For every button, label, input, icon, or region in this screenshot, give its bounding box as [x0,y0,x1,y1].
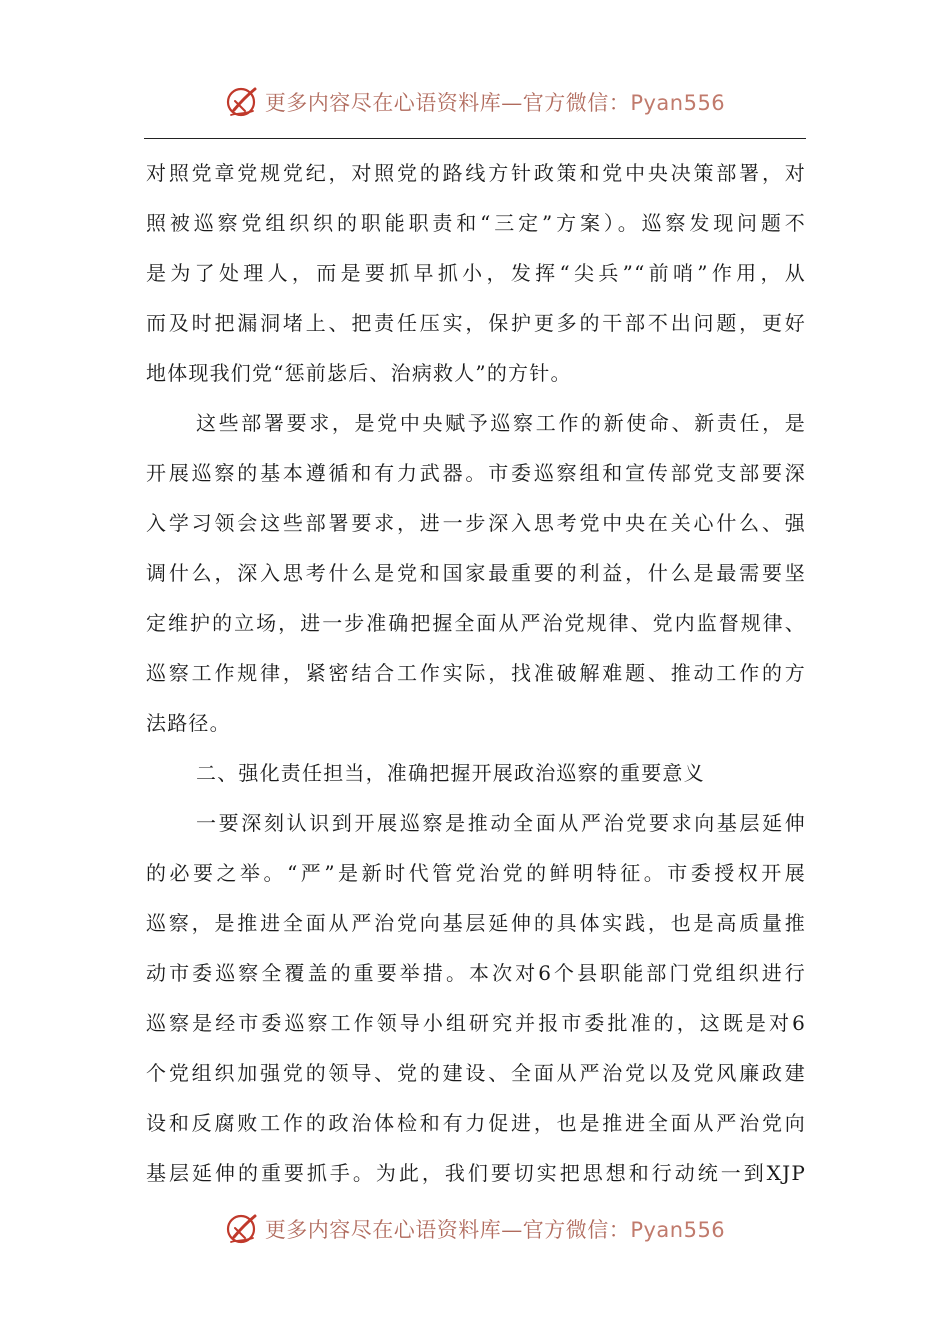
header-banner [0,80,950,124]
text-line: 是为了处理人，而是要抓早抓小，发挥“尖兵”“前哨”作用，从 [146,261,806,285]
text-line: 地体现我们党“惩前毖后、治病救人”的方针。 [146,361,572,385]
text-line: 法路径。 [146,711,231,735]
header-divider [144,138,806,139]
footer-banner-label: 更多内容尽在心语资料库—官方微信： [264,1218,631,1242]
text-line: 巡察是经市委巡察工作领导小组研究并报市委批准的，这既是对6 [146,1011,806,1035]
text-line: 定维护的立场，进一步准确把握全面从严治党规律、党内监督规律、 [146,611,806,635]
pen-logo-icon [225,1211,261,1247]
section-heading: 二、强化责任担当，准确把握开展政治巡察的重要意义 [196,761,705,785]
header-wechat-id: Pyan556 [630,91,726,115]
text-line: 基层延伸的重要抓手。为此，我们要切实把思想和行动统一到XJP [146,1161,806,1185]
footer-banner [0,1207,950,1251]
header-banner-label: 更多内容尽在心语资料库—官方微信： [264,91,631,115]
text-line: 个党组织加强党的领导、党的建设、全面从严治党以及党风廉政建 [146,1061,806,1085]
text-line: 巡察工作规律，紧密结合工作实际，找准破解难题、推动工作的方 [146,661,806,685]
text-line: 对照党章党规党纪，对照党的路线方针政策和党中央决策部署，对 [146,161,806,185]
text-line: 入学习领会这些部署要求，进一步深入思考党中央在关心什么、强 [146,511,806,535]
text-line: 的必要之举。“严”是新时代管党治党的鲜明特征。市委授权开展 [146,861,806,885]
pen-logo-icon [225,84,261,120]
footer-wechat-id: Pyan556 [630,1218,726,1242]
text-line: 巡察，是推进全面从严治党向基层延伸的具体实践，也是高质量推 [146,911,806,935]
document-body [146,148,806,1198]
text-line: 开展巡察的基本遵循和有力武器。市委巡察组和宣传部党支部要深 [146,461,806,485]
header-banner-text [265,87,725,117]
text-line: 这些部署要求，是党中央赋予巡察工作的新使命、新责任，是 [196,411,806,435]
text-line: 照被巡察党组织织的职能职责和“三定”方案）。巡察发现问题不 [146,211,806,235]
text-line: 设和反腐败工作的政治体检和有力促进，也是推进全面从严治党向 [146,1111,806,1135]
text-line: 动市委巡察全覆盖的重要举措。本次对6个县职能部门党组织进行 [146,961,806,985]
text-line: 一要深刻认识到开展巡察是推动全面从严治党要求向基层延伸 [196,811,806,835]
text-line: 调什么，深入思考什么是党和国家最重要的利益，什么是最需要坚 [146,561,806,585]
footer-banner-text [265,1214,725,1244]
text-line: 而及时把漏洞堵上、把责任压实，保护更多的干部不出问题，更好 [146,311,806,335]
